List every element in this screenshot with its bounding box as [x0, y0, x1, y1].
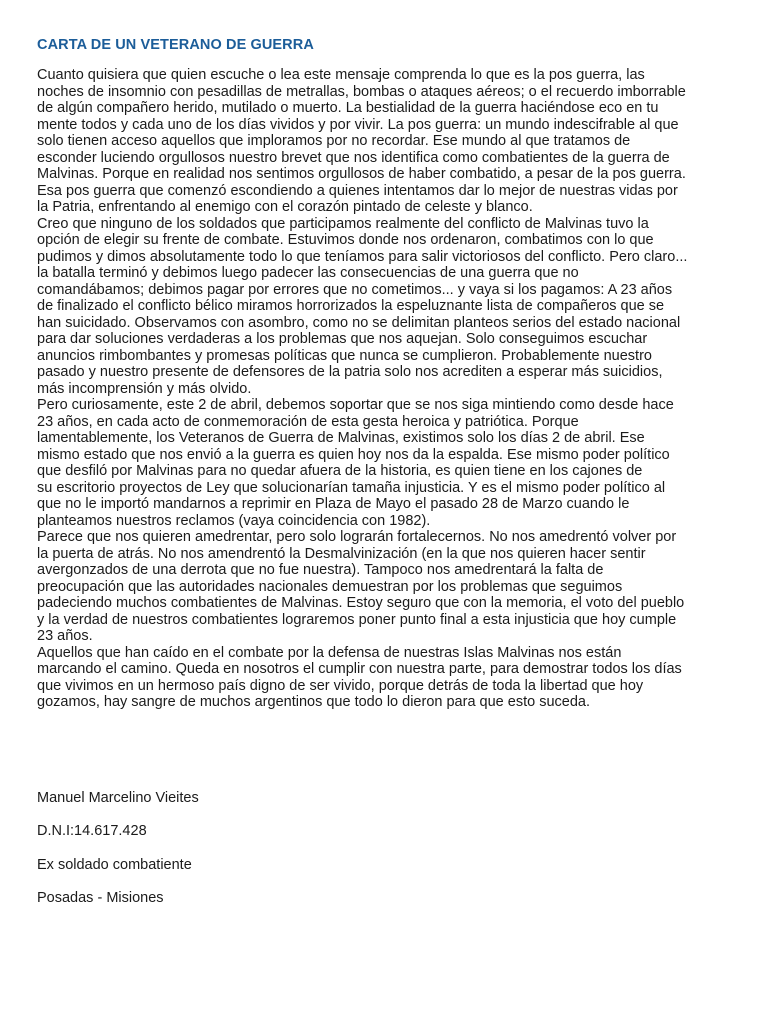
body-line: gozamos, hay sangre de muchos argentinos que todo lo dieron para que esto suceda. — [37, 694, 590, 710]
body-line: de algún compañero herido, mutilado o muerto. La bestialidad de la guerra haciéndose eco en tu — [37, 100, 659, 116]
body-line: la puerta de atrás. No nos amendrentó la Desmalvinización (en la que nos quieren hacer sentir — [37, 545, 646, 562]
body-line: mente todos y cada uno de los días vividos y por vivir. La pos guerra: un mundo indescifrable al que — [37, 116, 679, 133]
body-line: padeciendo muchos combatientes de Malvinas. Estoy seguro que con la memoria, el voto del pueblo — [37, 595, 685, 611]
body-line: pasado y nuestro presente de defensores de la patria solo nos acrediten a esperar más suicidios, — [37, 364, 663, 380]
body-line: Aquellos que han caído en el combate por la defensa de nuestras Islas Malvinas nos están — [37, 644, 622, 661]
body-line: que vivimos en un hermoso país digno de ser vivido, porque detrás de toda la libertad que hoy — [37, 677, 644, 694]
body-line: mismo estado que nos envió a la guerra es quien hoy nos da la espalda. Ese mismo poder político — [37, 446, 670, 463]
letter-title: CARTA DE UN VETERANO DE GUERRA — [37, 37, 314, 53]
body-line: esconder luciendo orgullosos nuestro brevet que nos identifica como combatientes de la guerra de — [37, 149, 670, 166]
body-line: planteamos nuestros reclamos (vaya coincidencia con 1982). — [37, 512, 431, 529]
signature-name: Manuel Marcelino Vieites — [37, 790, 199, 806]
body-line: que desfiló por Malvinas para no quedar afuera de la historia, es quien tiene en los cajones de — [37, 463, 643, 479]
signature-role: Ex soldado combatiente — [37, 856, 192, 873]
body-line: opción de elegir su frente de combate. Estuvimos donde nos ordenaron, combatimos con lo que — [37, 232, 654, 248]
body-line: su escritorio proyectos de Ley que solucionarían tamaña injusticia. Y es el mismo poder político al — [37, 479, 666, 496]
signature-dni: D.N.I:14.617.428 — [37, 823, 147, 840]
signature-block — [37, 789, 537, 922]
body-line: más incomprensión y más olvido. — [37, 380, 252, 397]
body-line: la Patria, enfrentando al enemigo con el corazón pintado de celeste y blanco. — [37, 199, 533, 215]
body-line: 23 años, en cada acto de conmemoración de esta gesta heroica y patriótica. Porque — [37, 413, 579, 430]
body-line: marcando el camino. Queda en nosotros el cumplir con nuestra parte, para demostrar todos los días — [37, 661, 682, 677]
body-line: han suicidado. Observamos con asombro, como no se delimitan planteos serios del estado nacional — [37, 314, 681, 331]
body-line: Cuanto quisiera que quien escuche o lea este mensaje comprenda lo que es la pos guerra, las — [37, 67, 645, 83]
body-line: lamentablemente, los Veteranos de Guerra de Malvinas, existimos solo los días 2 de abril. Ese — [37, 430, 645, 446]
body-line: comandábamos; debimos pagar por errores que no cometimos... y vaya si los pagamos: A 23 años — [37, 281, 673, 298]
body-line: Pero curiosamente, este 2 de abril, debemos soportar que se nos siga mintiendo como desde hace — [37, 397, 674, 413]
body-line: anuncios rimbombantes y promesas políticas que nunca se cumplieron. Probablemente nuestro — [37, 347, 652, 364]
letter-body — [37, 67, 737, 711]
body-line: que no le importó mandarnos a reprimir en Plaza de Mayo el pasado 28 de Marzo cuando le — [37, 496, 630, 512]
body-line: Malvinas. Porque en realidad nos sentimos orgullosos de haber combatido, a pesar de la pos guerra. — [37, 166, 686, 182]
body-line: para dar soluciones verdaderas a los problemas que nos aquejan. Solo conseguimos escuchar — [37, 331, 648, 347]
body-line: de finalizado el conflicto bélico miramos horrorizados la espeluznante lista de compañeros que se — [37, 298, 665, 314]
body-line: pudimos y dimos absolutamente todo lo que teníamos para salir victoriosos del conflicto. Pero claro... — [37, 248, 688, 265]
body-line: Creo que ninguno de los soldados que participamos realmente del conflicto de Malvinas tuvo la — [37, 215, 649, 232]
body-line: Parece que nos quieren amedrentar, pero solo lograrán fortalecernos. No nos amedrentó volver por — [37, 529, 677, 545]
body-line: avergonzados de una derrota que no fue nuestra). Tampoco nos amedrentará la falta de — [37, 562, 604, 578]
body-line: 23 años. — [37, 628, 93, 644]
body-line: y la verdad de nuestros combatientes lograremos poner punto final a esta injusticia que hoy cumple — [37, 611, 677, 628]
body-line: la batalla terminó y debimos luego padecer las consecuencias de una guerra que no — [37, 265, 579, 281]
signature-location: Posadas - Misiones — [37, 889, 164, 906]
body-line: Esa pos guerra que comenzó escondiendo a quienes intentamos dar lo mejor de nuestras vidas por — [37, 182, 678, 199]
body-line: solo tienen acceso aquellos que imploramos por no recordar. Ese mundo al que tratamos de — [37, 133, 631, 149]
body-line: noches de insomnio con pesadillas de metrallas, bombas o ataques aéreos; o el recuerdo imborrable — [37, 83, 686, 100]
letter-page — [37, 36, 737, 711]
body-line: preocupación que las autoridades nacionales demuestran por los problemas que seguimos — [37, 578, 623, 595]
